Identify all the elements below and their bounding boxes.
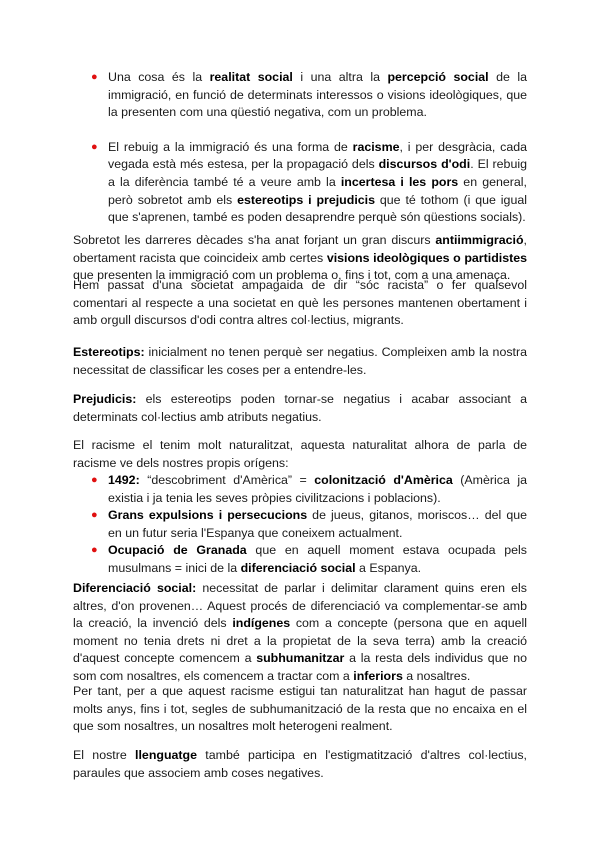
list-item: ● El rebuig a la immigració és una forma de racisme, i per desgràcia, cada vegada està més estesa, per la propagació dels discursos d'odi. El rebuig a la diferència també té a veure amb la incertesa i les pors en general, però sobretot amb els estereotips i prejudicis que té tothom (i que igual que s'aprenen, també es poden desaprendre perquè són qüestions socials).: [91, 139, 527, 225]
paragraph-diferenciacio: Diferenciació social: necessitat de parlar i delimitar clarament quins eren els altres, d'on provenen… Aquest procés de diferenciació va complementar-se amb la creació, la invenció dels indígenes com a concepte (persona que en aquell moment no tenia drets ni dret a la propietat de la seva terra) amb la creació d'aquest concepte comencem a subhumanitzar a la resta dels individus que no som com nosaltres, els comencem a tractar com a inferiors a nosaltres.: [73, 581, 528, 683]
bullet-list-perception: [89, 69, 527, 227]
paragraph-prejudicis: Prejudicis: els estereotips poden tornar-se negatius i acabar associant a determinats col·lectius amb atributs negatius.: [73, 392, 527, 424]
paragraph-discurs: Sobretot les darreres dècades s'ha anat forjant un gran discurs antiimmigració, obertament racista que coincideix amb certes visions ideològiques o partidistes que presenten la immigració com un problema o, fins i tot, com a una amenaça.: [73, 233, 527, 283]
paragraph-per-tant: Per tant, per a que aquest racisme estigui tan naturalitzat han hagut de passar molts anys, fins i tot, segles de subhumanització de la resta que no encaixa en el que som nosaltres, un nosaltres molt heterogeni realment.: [73, 684, 527, 734]
paragraph-estereotips: Estereotips: inicialment no tenen perquè ser negatius. Compleixen amb la nostra necessitat de classificar les coses per a entendre-les.: [73, 345, 527, 377]
list-item: ● Grans expulsions i persecucions de jueus, gitanos, moriscos… del que en un futur seria l'Espanya que coneixem actualment.: [91, 508, 527, 540]
bullet-icon: ●: [91, 474, 98, 486]
paragraph-racisme-intro: El racisme el tenim molt naturalitzat, aquesta naturalitat alhora de parla de racisme ve dels nostres propis orígens:: [73, 438, 527, 470]
list-item: ● Una cosa és la realitat social i una altra la percepció social de la immigració, en funció de determinats interessos o visions ideològiques, que la presenten com una qüestió negativa, com un problema.: [91, 70, 528, 120]
list-item: ● 1492: “descobriment d'Amèrica” = colonització d'Amèrica (Amèrica ja existia i ja tenia les seves pròpies civilitzacions i poblacions).: [91, 473, 527, 505]
bullet-list-origins: [89, 472, 527, 578]
bullet-icon: ●: [91, 544, 98, 557]
paragraph-societat: Hem passat d'una societat ampagaida de dir “sóc racista” o fer qualsevol comentari al respecte a una societat en què les persones mantenen obertament i amb orgull discursos d'odi contra altres col·lectius, migrants.: [73, 278, 527, 328]
paragraph-llenguatge: El nostre llenguatge també participa en l'estigmatització d'altres col·lectius, paraules que associem amb coses negatives.: [73, 748, 527, 780]
list-item: ● Ocupació de Granada que en aquell moment estava ocupada pels musulmans = inici de la diferenciació social a Espanya.: [91, 543, 527, 575]
bullet-icon: ●: [91, 140, 98, 153]
bullet-icon: ●: [91, 71, 98, 83]
bullet-icon: ●: [91, 509, 98, 522]
